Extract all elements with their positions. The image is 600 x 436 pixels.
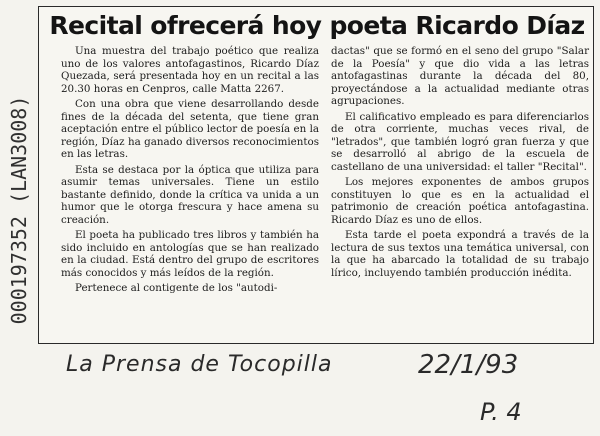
handwritten-source: La Prensa de Tocopilla bbox=[66, 352, 333, 377]
paragraph: Los mejores exponentes de ambos grupos constituyen lo que es en la actualidad el patrimonio de creación poética antofagastina. Ricardo Díaz es uno de ellos. bbox=[331, 176, 589, 226]
paragraph: dactas" que se formó en el seno del grupo "Salar de la Poesía" y que dio vida a las letras antofagastinas durante la década del 80, proyectándose a la actualidad mediante otras agrupaciones. bbox=[331, 45, 589, 107]
paragraph: Una muestra del trabajo poético que realiza uno de los valores antofagastinos, Ricardo Díaz Quezada, será presentada hoy en un recital a las 20.30 horas en Cenpros, calle Matta 2267. bbox=[61, 45, 319, 95]
paragraph: Esta tarde el poeta expondrá a través de la lectura de sus textos una temática universal, con la que ha abarcado la totalidad de su trabajo lírico, incluyendo también producción inédita. bbox=[331, 229, 589, 279]
paragraph: El calificativo empleado es para diferenciarlos de otra corriente, muchas veces rival, de "letrados", que también logró gran fuerza y que se desarrolló al abrigo de la escuela de castellano de una universidad: el taller "Recital". bbox=[331, 110, 589, 173]
left-column bbox=[61, 45, 319, 298]
handwritten-page: P. 4 bbox=[480, 398, 522, 426]
right-column bbox=[331, 45, 589, 282]
paragraph: Esta se destaca por la óptica que utiliza para asumir temas universales. Tiene un estilo bastante definido, donde la crítica va unida a un humor que le otorga frescura y hace amena su creación. bbox=[61, 163, 319, 226]
archive-stamp-text: 000197352 (LAN3008) bbox=[7, 95, 31, 325]
archive-stamp bbox=[2, 60, 36, 360]
paragraph: El poeta ha publicado tres libros y también ha sido incluido en antologías que se han realizado en la ciudad. Está dentro del grupo de escritores más conocidos y más leídos de la región. bbox=[61, 229, 319, 279]
paragraph: Pertenece al contigente de los "autodi- bbox=[75, 282, 278, 294]
handwritten-date: 22/1/93 bbox=[418, 350, 519, 380]
newspaper-clipping bbox=[38, 6, 594, 344]
paragraph: Con una obra que viene desarrollando desde fines de la década del setenta, que tiene gran aceptación entre el público lector de poesía en la región, Díaz ha ganado diversos reconocimientos en las letras. bbox=[61, 98, 319, 160]
article-headline: Recital ofrecerá hoy poeta Ricardo Díaz bbox=[49, 11, 585, 40]
